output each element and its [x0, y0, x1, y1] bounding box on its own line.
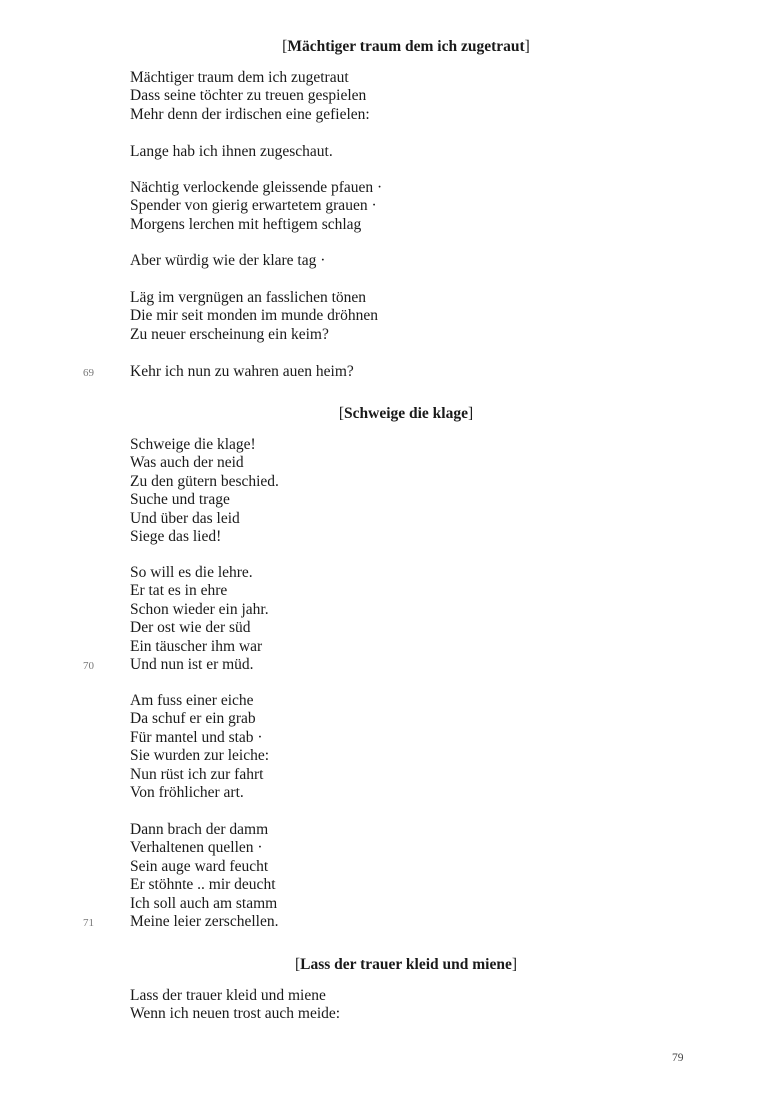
stanza	[130, 436, 279, 546]
verse-line: Morgens lerchen mit heftigem schlag	[130, 215, 362, 233]
poem-title: [Lass der trauer kleid und miene]	[294, 956, 518, 973]
verse-line: Sie wurden zur leiche:	[130, 747, 270, 765]
verse-line: Lange hab ich ihnen zugeschaut.	[130, 143, 333, 160]
stanza	[130, 987, 340, 1024]
verse-line: Schweige die klage!	[130, 436, 256, 453]
stanza	[130, 692, 269, 802]
verse-line: Er stöhnte .. mir deucht	[130, 876, 276, 894]
verse-line: Schon wieder ein jahr.	[130, 600, 269, 618]
poem-title-text: Mächtiger traum dem ich zugetraut	[287, 38, 525, 55]
verse-line: Suche und trage	[130, 491, 230, 509]
verse-line: Nächtig verlockende gleissende pfauen ·	[130, 179, 383, 196]
verse-line: Am fuss einer eiche	[130, 692, 254, 709]
stanza	[130, 143, 333, 161]
margin-number: 69	[83, 367, 94, 379]
verse-line: Dann brach der damm	[130, 821, 269, 838]
verse-line: Dass seine töchter zu treuen gespielen	[130, 87, 367, 105]
verse-line: Für mantel und stab ·	[130, 728, 263, 746]
verse-line: Siege das lied!	[130, 528, 222, 546]
verse-line: Lass der trauer kleid und miene	[130, 987, 326, 1004]
verse-line: Und über das leid	[130, 509, 240, 527]
poem-title: [Mächtiger traum dem ich zugetraut]	[282, 38, 530, 55]
poem-title-text: Schweige die klage	[344, 405, 468, 422]
verse-line: Zu den gütern beschied.	[130, 472, 279, 490]
poem-title-text: Lass der trauer kleid und miene	[300, 956, 512, 973]
stanza	[130, 252, 325, 270]
stanza	[130, 564, 269, 674]
margin-number: 70	[83, 660, 94, 672]
verse-line: So will es die lehre.	[130, 564, 253, 581]
verse-line: Spender von gierig erwartetem grauen ·	[130, 197, 377, 215]
verse-line: Meine leier zerschellen.	[130, 913, 279, 931]
margin-number: 71	[83, 917, 94, 929]
poem-title: [Schweige die klage]	[338, 405, 474, 422]
verse-line: Wenn ich neuen trost auch meide:	[130, 1005, 341, 1023]
verse-line: Mächtiger traum dem ich zugetraut	[130, 69, 349, 86]
verse-line: Und nun ist er müd.	[130, 656, 254, 674]
verse-line: Nun rüst ich zur fahrt	[130, 765, 264, 783]
verse-line: Ich soll auch am stamm	[130, 894, 278, 912]
verse-line: Der ost wie der süd	[130, 619, 251, 637]
verse-line: Da schuf er ein grab	[130, 710, 256, 728]
verse-line: Ein täuscher ihm war	[130, 637, 263, 655]
stanza	[130, 179, 382, 234]
verse-line: Aber würdig wie der klare tag ·	[130, 252, 326, 269]
verse-line: Die mir seit monden im munde dröhnen	[130, 307, 378, 325]
verse-line: Was auch der neid	[130, 454, 244, 472]
verse-line: Kehr ich nun zu wahren auen heim?	[130, 363, 354, 380]
verse-line: Sein auge ward feucht	[130, 857, 269, 875]
stanza	[130, 363, 354, 381]
stanza	[130, 289, 378, 344]
verse-line: Er tat es in ehre	[130, 582, 228, 600]
stanza	[130, 69, 370, 124]
page-number: 79	[672, 1052, 684, 1064]
stanza	[130, 821, 278, 931]
verse-line: Zu neuer erscheinung ein keim?	[130, 325, 329, 343]
verse-line: Läg im vergnügen an fasslichen tönen	[130, 289, 367, 306]
verse-line: Mehr denn der irdischen eine gefielen:	[130, 105, 370, 123]
verse-line: Von fröhlicher art.	[130, 784, 244, 802]
verse-line: Verhaltenen quellen ·	[130, 839, 263, 857]
